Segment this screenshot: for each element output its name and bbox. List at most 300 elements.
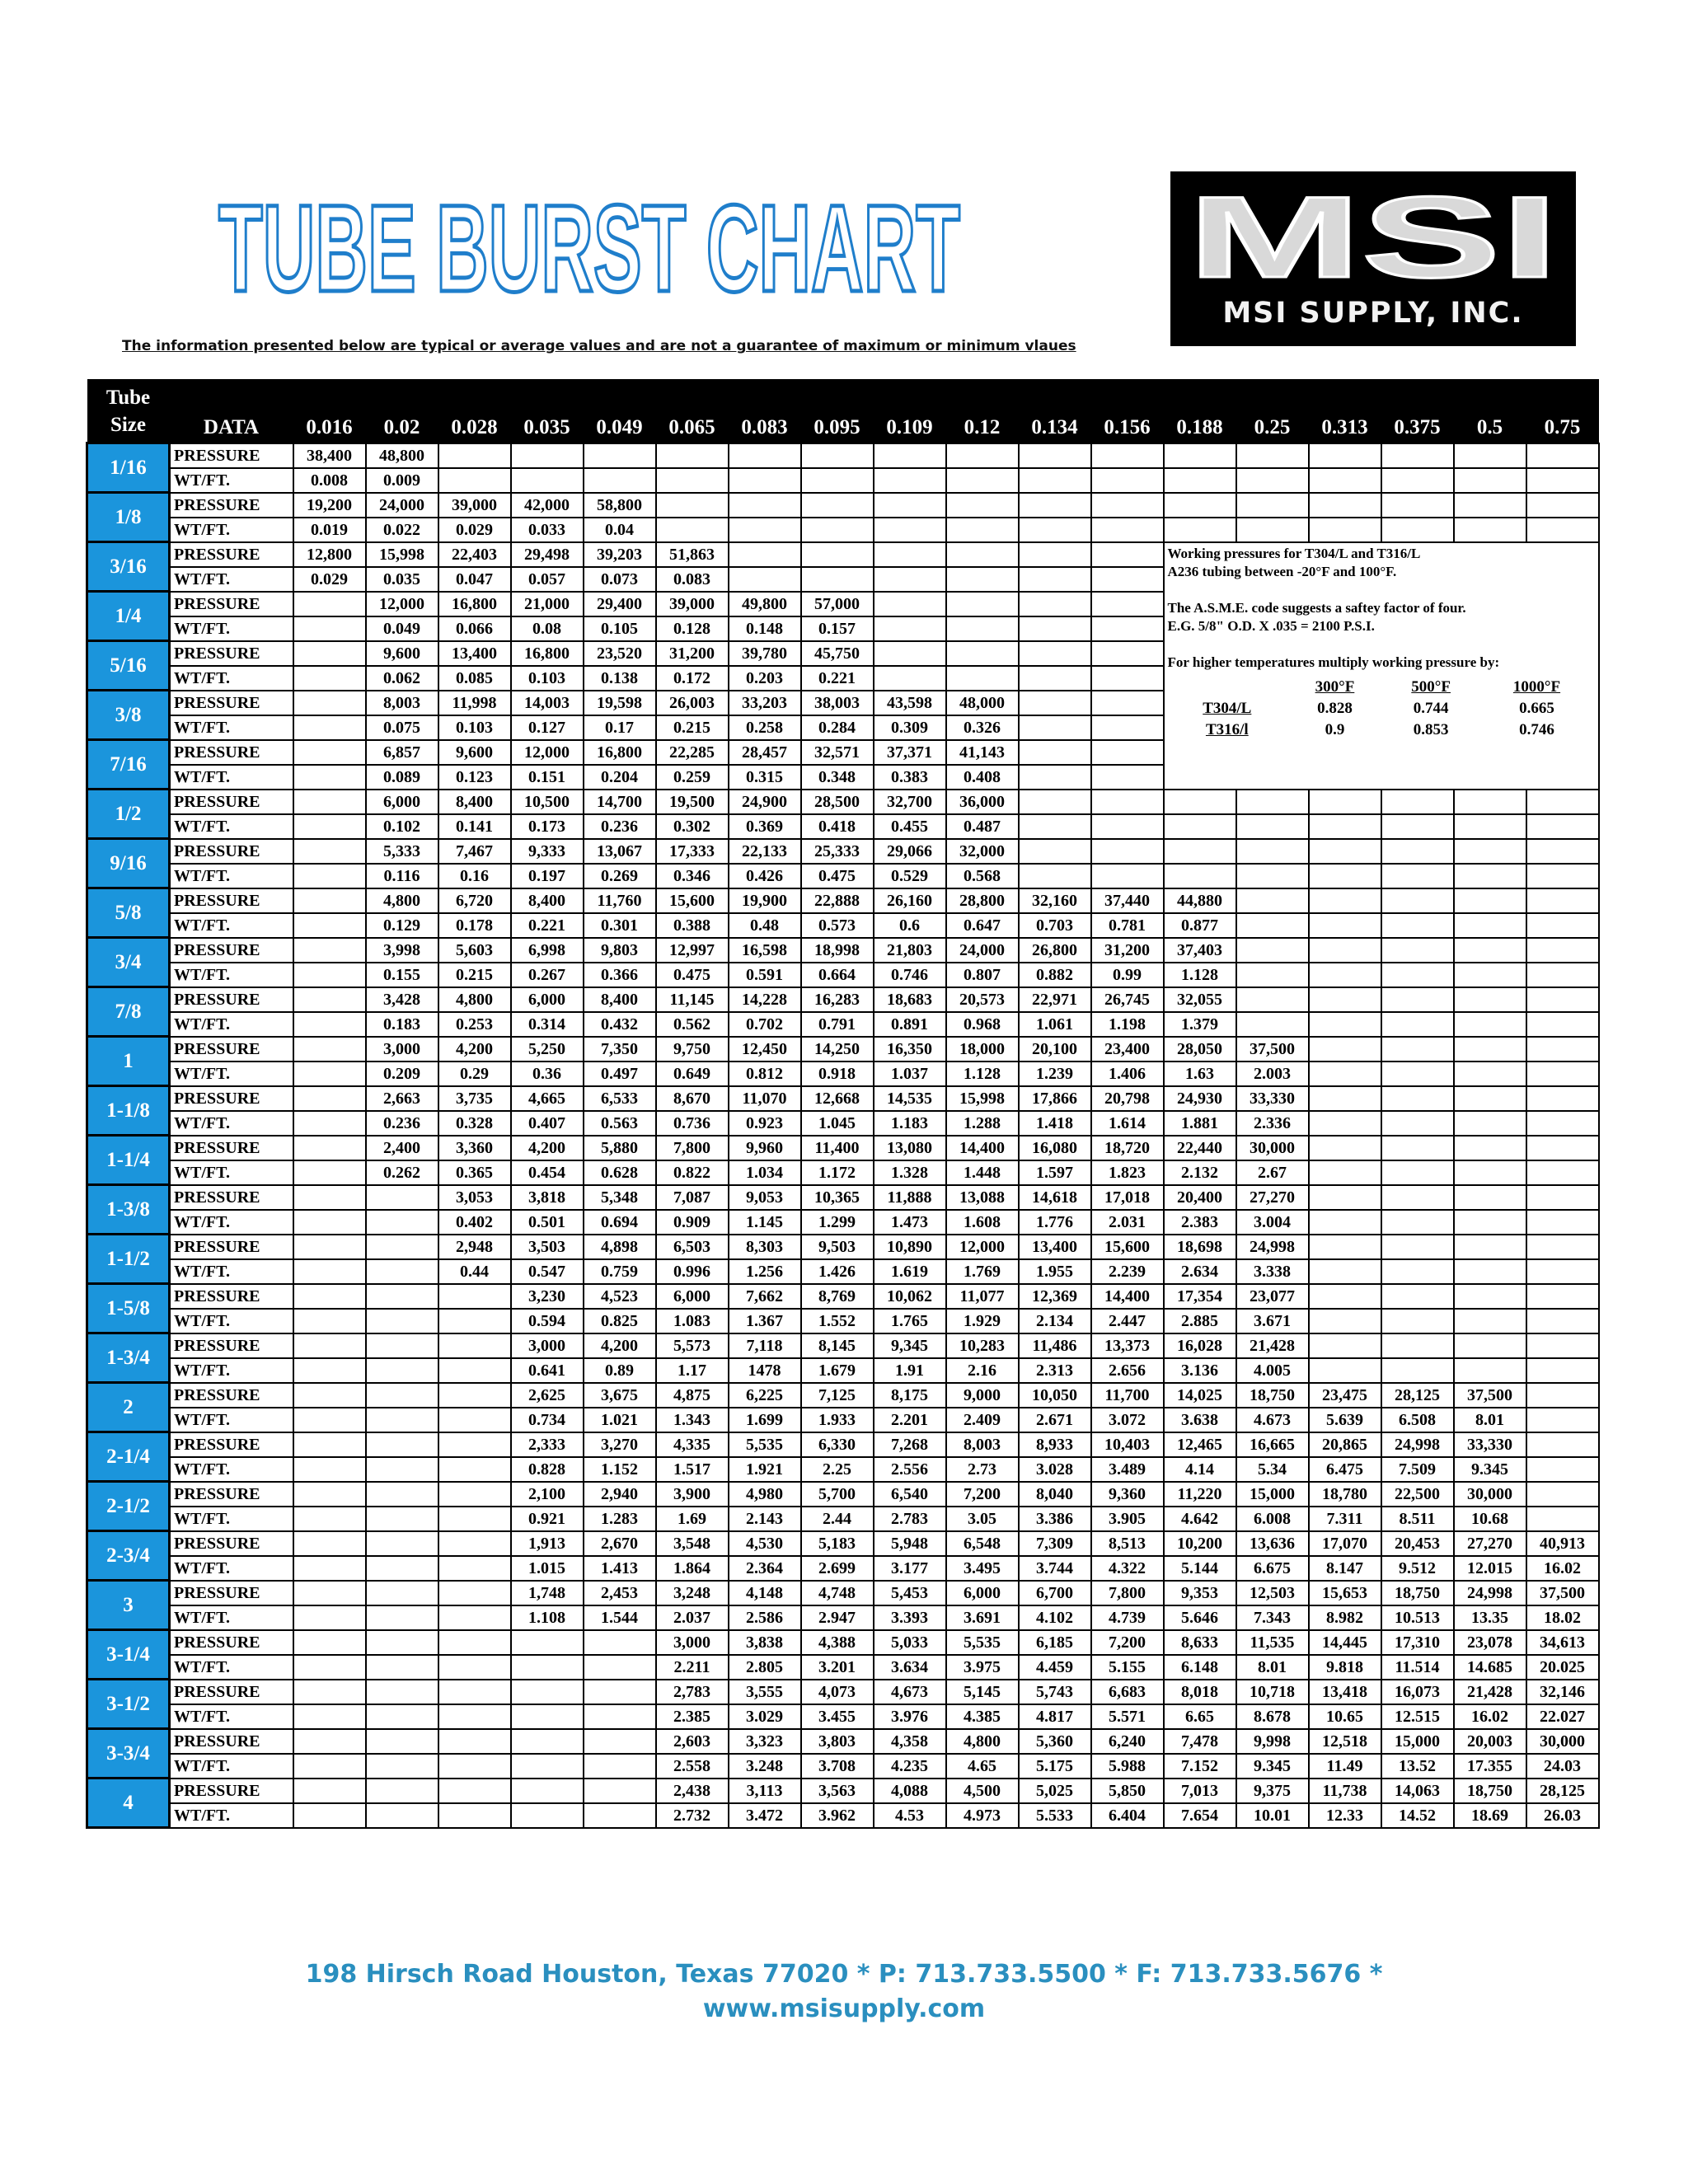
pressure-value [366, 1581, 438, 1605]
weight-value [293, 1160, 366, 1185]
weight-row [87, 1655, 1599, 1680]
pressure-value: 9,000 [946, 1383, 1019, 1408]
pressure-row [87, 1086, 1599, 1111]
pressure-value [1309, 790, 1381, 814]
weight-value: 3.671 [1236, 1309, 1309, 1333]
pressure-value [1236, 987, 1309, 1012]
weight-value: 0.269 [584, 864, 656, 888]
weight-value: 1.864 [656, 1556, 729, 1581]
pressure-value: 5,535 [729, 1432, 801, 1457]
weight-value: 2.634 [1164, 1259, 1236, 1284]
pressure-value [293, 1383, 366, 1408]
pressure-value: 49,800 [729, 592, 801, 616]
pressure-value: 11,888 [874, 1185, 946, 1210]
wall-thickness-header: 0.016 [293, 379, 366, 443]
pressure-value [1091, 790, 1164, 814]
pressure-value: 5,453 [874, 1581, 946, 1605]
weight-value [801, 567, 874, 592]
pressure-value [1236, 493, 1309, 518]
pressure-value: 17,866 [1019, 1086, 1091, 1111]
pressure-value [438, 1630, 511, 1655]
pressure-value: 3,053 [438, 1185, 511, 1210]
pressure-value: 20,573 [946, 987, 1019, 1012]
weight-value: 2.586 [729, 1605, 801, 1630]
pressure-value [1526, 888, 1599, 913]
pressure-value: 2,603 [656, 1729, 729, 1754]
weight-value: 0.309 [874, 715, 946, 740]
pressure-value: 18,698 [1164, 1235, 1236, 1259]
weight-value [1019, 518, 1091, 542]
pressure-value: 18,720 [1091, 1136, 1164, 1160]
weight-value: 24.03 [1526, 1754, 1599, 1779]
pressure-value: 4,665 [511, 1086, 584, 1111]
weight-value: 0.301 [584, 913, 656, 938]
pressure-value: 19,200 [293, 493, 366, 518]
pressure-value: 10,500 [511, 790, 584, 814]
pressure-value: 13,418 [1309, 1680, 1381, 1704]
weight-row [87, 864, 1599, 888]
pressure-value: 16,350 [874, 1037, 946, 1062]
pressure-value [293, 987, 366, 1012]
pressure-value: 34,613 [1526, 1630, 1599, 1655]
weight-value [366, 1803, 438, 1828]
pressure-row [87, 443, 1599, 468]
pressure-value: 24,900 [729, 790, 801, 814]
weight-value: 0.6 [874, 913, 946, 938]
pressure-value [1526, 1185, 1599, 1210]
pressure-row [87, 987, 1599, 1012]
weight-value [1454, 1062, 1526, 1086]
pressure-label: PRESSURE [170, 1482, 293, 1507]
pressure-value: 39,000 [656, 592, 729, 616]
weight-value [1019, 814, 1091, 839]
weight-value: 1.517 [656, 1457, 729, 1482]
pressure-value [438, 1333, 511, 1358]
pressure-value [1236, 790, 1309, 814]
pressure-value: 2,670 [584, 1531, 656, 1556]
pressure-value: 3,503 [511, 1235, 584, 1259]
pressure-value: 28,125 [1526, 1779, 1599, 1803]
weight-value: 1.367 [729, 1309, 801, 1333]
pressure-value: 6,000 [366, 790, 438, 814]
weight-value: 1.328 [874, 1160, 946, 1185]
weight-label: WT/FT. [170, 1408, 293, 1432]
weight-value: 2.383 [1164, 1210, 1236, 1235]
weight-value: 0.48 [729, 913, 801, 938]
weight-value: 0.328 [438, 1111, 511, 1136]
pressure-value [366, 1383, 438, 1408]
weight-value [1381, 468, 1454, 493]
pressure-value: 7,200 [946, 1482, 1019, 1507]
pressure-value: 15,600 [656, 888, 729, 913]
weight-value [438, 1803, 511, 1828]
pressure-row [87, 1482, 1599, 1507]
weight-value [293, 666, 366, 691]
weight-value [1454, 814, 1526, 839]
pressure-value: 17,070 [1309, 1531, 1381, 1556]
weight-value: 0.253 [438, 1012, 511, 1037]
pressure-value: 11,077 [946, 1284, 1019, 1309]
weight-value: 0.882 [1019, 963, 1091, 987]
tube-size-cell: 1 [87, 1037, 170, 1086]
weight-label: WT/FT. [170, 666, 293, 691]
pressure-value [1454, 1235, 1526, 1259]
pressure-value [1236, 888, 1309, 913]
weight-value: 0.102 [366, 814, 438, 839]
weight-value: 9.512 [1381, 1556, 1454, 1581]
weight-value: 0.172 [656, 666, 729, 691]
pressure-value [511, 443, 584, 468]
weight-value [801, 518, 874, 542]
pressure-value: 3,360 [438, 1136, 511, 1160]
pressure-value [1019, 592, 1091, 616]
pressure-value: 5,033 [874, 1630, 946, 1655]
pressure-value: 28,125 [1381, 1383, 1454, 1408]
pressure-value [874, 542, 946, 567]
weight-value [1236, 963, 1309, 987]
pressure-value: 11,220 [1164, 1482, 1236, 1507]
weight-value: 0.501 [511, 1210, 584, 1235]
pressure-value: 3,803 [801, 1729, 874, 1754]
weight-value [874, 518, 946, 542]
pressure-label: PRESSURE [170, 987, 293, 1012]
pressure-value: 7,662 [729, 1284, 801, 1309]
factor-value: 0.9 [1325, 720, 1345, 738]
tube-size-cell: 1-1/2 [87, 1235, 170, 1284]
note-line: For higher temperatures multiply working pressure by: [1167, 654, 1500, 670]
pressure-value: 7,478 [1164, 1729, 1236, 1754]
weight-value: 0.594 [511, 1309, 584, 1333]
weight-value: 5.34 [1236, 1457, 1309, 1482]
pressure-value [1381, 1185, 1454, 1210]
weight-value: 2.134 [1019, 1309, 1091, 1333]
pressure-value: 32,146 [1526, 1680, 1599, 1704]
pressure-row [87, 839, 1599, 864]
pressure-value: 2,453 [584, 1581, 656, 1605]
pressure-value: 29,066 [874, 839, 946, 864]
weight-value [293, 1803, 366, 1828]
pressure-value: 3,563 [801, 1779, 874, 1803]
weight-value: 0.649 [656, 1062, 729, 1086]
pressure-value: 22,285 [656, 740, 729, 765]
pressure-value: 3,818 [511, 1185, 584, 1210]
weight-value: 1.17 [656, 1358, 729, 1383]
pressure-value [1309, 1037, 1381, 1062]
weight-value [293, 1408, 366, 1432]
pressure-value: 32,000 [946, 839, 1019, 864]
pressure-value: 10,062 [874, 1284, 946, 1309]
weight-value: 4.973 [946, 1803, 1019, 1828]
weight-value [584, 1655, 656, 1680]
pressure-value [1236, 443, 1309, 468]
weight-value: 1.239 [1019, 1062, 1091, 1086]
weight-value [1091, 468, 1164, 493]
pressure-value: 14,445 [1309, 1630, 1381, 1655]
weight-value: 7.509 [1381, 1457, 1454, 1482]
weight-value: 0.432 [584, 1012, 656, 1037]
weight-value: 3.177 [874, 1556, 946, 1581]
weight-value [1091, 616, 1164, 641]
pressure-value: 12,668 [801, 1086, 874, 1111]
weight-value: 6.148 [1164, 1655, 1236, 1680]
pressure-label: PRESSURE [170, 888, 293, 913]
weight-value [1381, 1210, 1454, 1235]
pressure-value [1526, 987, 1599, 1012]
weight-value [293, 1457, 366, 1482]
weight-value [1309, 1062, 1381, 1086]
weight-value [1526, 1259, 1599, 1284]
pressure-value [1526, 1086, 1599, 1111]
weight-value [656, 468, 729, 493]
pressure-value [511, 1729, 584, 1754]
weight-value [874, 616, 946, 641]
pressure-value [729, 542, 801, 567]
pressure-value: 20,453 [1381, 1531, 1454, 1556]
pressure-value [366, 1531, 438, 1556]
weight-value [511, 1704, 584, 1729]
weight-label: WT/FT. [170, 1457, 293, 1482]
pressure-value [1526, 1235, 1599, 1259]
pressure-value: 37,500 [1236, 1037, 1309, 1062]
weight-value [1526, 864, 1599, 888]
weight-value: 0.128 [656, 616, 729, 641]
weight-value: 2.67 [1236, 1160, 1309, 1185]
weight-value: 0.022 [366, 518, 438, 542]
pressure-value: 3,735 [438, 1086, 511, 1111]
weight-value [1019, 666, 1091, 691]
weight-value: 4.673 [1236, 1408, 1309, 1432]
pressure-value [293, 1284, 366, 1309]
weight-value: 1.413 [584, 1556, 656, 1581]
pressure-value: 14,400 [946, 1136, 1019, 1160]
pressure-value: 13,373 [1091, 1333, 1164, 1358]
weight-value [293, 1358, 366, 1383]
weight-value [1454, 1259, 1526, 1284]
pressure-row [87, 1185, 1599, 1210]
weight-value: 8.01 [1454, 1408, 1526, 1432]
pressure-label: PRESSURE [170, 1581, 293, 1605]
pressure-value [656, 443, 729, 468]
tube-size-cell: 5/16 [87, 641, 170, 691]
wall-thickness-header: 0.134 [1019, 379, 1091, 443]
pressure-value [293, 1136, 366, 1160]
weight-value: 1.015 [511, 1556, 584, 1581]
weight-value: 0.348 [801, 765, 874, 790]
weight-row [87, 1309, 1599, 1333]
weight-value: 1.473 [874, 1210, 946, 1235]
pressure-value [366, 1729, 438, 1754]
pressure-value [1091, 592, 1164, 616]
tube-size-cell: 1-5/8 [87, 1284, 170, 1333]
weight-value: 0.475 [656, 963, 729, 987]
weight-value [293, 963, 366, 987]
weight-value: 0.497 [584, 1062, 656, 1086]
pressure-value: 7,309 [1019, 1531, 1091, 1556]
pressure-value [1019, 691, 1091, 715]
weight-value: 0.04 [584, 518, 656, 542]
weight-value: 0.151 [511, 765, 584, 790]
pressure-value: 2,438 [656, 1779, 729, 1803]
pressure-value: 17,333 [656, 839, 729, 864]
weight-label: WT/FT. [170, 616, 293, 641]
pressure-value [801, 542, 874, 567]
weight-value: 2.409 [946, 1408, 1019, 1432]
pressure-value: 4,980 [729, 1482, 801, 1507]
weight-value: 1.769 [946, 1259, 1019, 1284]
pressure-value [1454, 493, 1526, 518]
weight-value: 0.568 [946, 864, 1019, 888]
pressure-value: 20,400 [1164, 1185, 1236, 1210]
weight-label: WT/FT. [170, 567, 293, 592]
pressure-value: 37,500 [1454, 1383, 1526, 1408]
pressure-value: 45,750 [801, 641, 874, 666]
pressure-value [293, 938, 366, 963]
weight-value: 0.029 [293, 567, 366, 592]
weight-value: 0.388 [656, 913, 729, 938]
pressure-value: 3,675 [584, 1383, 656, 1408]
weight-value [438, 1358, 511, 1383]
pressure-value: 27,270 [1236, 1185, 1309, 1210]
pressure-value: 7,800 [656, 1136, 729, 1160]
pressure-label: PRESSURE [170, 1779, 293, 1803]
weight-value [1381, 1259, 1454, 1284]
pressure-value [1019, 641, 1091, 666]
pressure-value [1381, 493, 1454, 518]
pressure-value: 8,018 [1164, 1680, 1236, 1704]
pressure-value: 9,600 [366, 641, 438, 666]
pressure-value: 20,100 [1019, 1037, 1091, 1062]
pressure-value [1309, 987, 1381, 1012]
pressure-value [293, 592, 366, 616]
weight-value: 3.386 [1019, 1507, 1091, 1531]
pressure-value: 6,000 [946, 1581, 1019, 1605]
weight-value: 0.173 [511, 814, 584, 839]
weight-row [87, 468, 1599, 493]
weight-label: WT/FT. [170, 1309, 293, 1333]
weight-value [293, 616, 366, 641]
weight-value [438, 1309, 511, 1333]
weight-row [87, 1704, 1599, 1729]
pressure-value: 6,548 [946, 1531, 1019, 1556]
weight-label: WT/FT. [170, 814, 293, 839]
pressure-value [1454, 443, 1526, 468]
alloy-label: T316/l [1205, 720, 1249, 738]
wall-thickness-header: 0.188 [1164, 379, 1236, 443]
weight-value [293, 765, 366, 790]
pressure-value: 5,348 [584, 1185, 656, 1210]
pressure-value: 18,750 [1381, 1581, 1454, 1605]
weight-value [293, 1556, 366, 1581]
weight-value: 14.685 [1454, 1655, 1526, 1680]
weight-value: 0.703 [1019, 913, 1091, 938]
weight-value: 3.472 [729, 1803, 801, 1828]
weight-value: 0.141 [438, 814, 511, 839]
weight-value [1309, 1111, 1381, 1136]
pressure-value: 18,750 [1236, 1383, 1309, 1408]
pressure-value: 12,503 [1236, 1581, 1309, 1605]
weight-value [1454, 1358, 1526, 1383]
wall-thickness-header: 0.02 [366, 379, 438, 443]
pressure-value: 31,200 [656, 641, 729, 666]
pressure-value: 8,670 [656, 1086, 729, 1111]
weight-label: WT/FT. [170, 1754, 293, 1779]
weight-value [1309, 468, 1381, 493]
pressure-value: 23,077 [1236, 1284, 1309, 1309]
pressure-value [1454, 1333, 1526, 1358]
weight-label: WT/FT. [170, 1012, 293, 1037]
pressure-value: 51,863 [656, 542, 729, 567]
pressure-label: PRESSURE [170, 1680, 293, 1704]
pressure-value [1381, 1235, 1454, 1259]
temp-header: 500°F [1411, 677, 1451, 696]
weight-value: 0.062 [366, 666, 438, 691]
pressure-label: PRESSURE [170, 1185, 293, 1210]
weight-value: 0.909 [656, 1210, 729, 1235]
weight-value: 0.08 [511, 616, 584, 641]
weight-value: 0.221 [511, 913, 584, 938]
weight-value [1236, 864, 1309, 888]
pressure-value [1381, 1136, 1454, 1160]
weight-value [1454, 913, 1526, 938]
weight-label: WT/FT. [170, 1062, 293, 1086]
pressure-value: 9,960 [729, 1136, 801, 1160]
pressure-row [87, 1037, 1599, 1062]
weight-value: 13.52 [1381, 1754, 1454, 1779]
pressure-value [293, 1531, 366, 1556]
weight-value: 2.143 [729, 1507, 801, 1531]
pressure-value: 11,700 [1091, 1383, 1164, 1408]
weight-value [874, 567, 946, 592]
pressure-value: 15,600 [1091, 1235, 1164, 1259]
weight-value: 1478 [729, 1358, 801, 1383]
weight-value: 0.089 [366, 765, 438, 790]
weight-value: 10.68 [1454, 1507, 1526, 1531]
weight-value: 9.345 [1236, 1754, 1309, 1779]
pressure-value: 15,998 [946, 1086, 1019, 1111]
pressure-label: PRESSURE [170, 542, 293, 567]
weight-value: 2.656 [1091, 1358, 1164, 1383]
pressure-label: PRESSURE [170, 1086, 293, 1111]
weight-value: 1.406 [1091, 1062, 1164, 1086]
weight-value: 0.812 [729, 1062, 801, 1086]
pressure-value: 5,145 [946, 1680, 1019, 1704]
weight-value: 0.734 [511, 1408, 584, 1432]
pressure-value [1526, 1037, 1599, 1062]
footer-website[interactable]: www.msisupply.com [702, 1994, 986, 2023]
pressure-value: 9,053 [729, 1185, 801, 1210]
weight-value: 2.783 [874, 1507, 946, 1531]
pressure-value: 3,000 [511, 1333, 584, 1358]
pressure-value [293, 1779, 366, 1803]
weight-value: 0.203 [729, 666, 801, 691]
weight-value [1309, 1358, 1381, 1383]
pressure-value: 13,067 [584, 839, 656, 864]
pressure-value: 14,250 [801, 1037, 874, 1062]
weight-value: 1.021 [584, 1408, 656, 1432]
pressure-value [366, 1680, 438, 1704]
pressure-value [293, 1432, 366, 1457]
weight-value: 3.028 [1019, 1457, 1091, 1482]
weight-value [366, 1358, 438, 1383]
weight-value: 1.128 [946, 1062, 1019, 1086]
weight-value [1309, 963, 1381, 987]
weight-value: 0.236 [584, 814, 656, 839]
pressure-row [87, 1581, 1599, 1605]
pressure-value: 12,450 [729, 1037, 801, 1062]
pressure-value: 2,948 [438, 1235, 511, 1259]
pressure-value [366, 1630, 438, 1655]
weight-value: 0.267 [511, 963, 584, 987]
